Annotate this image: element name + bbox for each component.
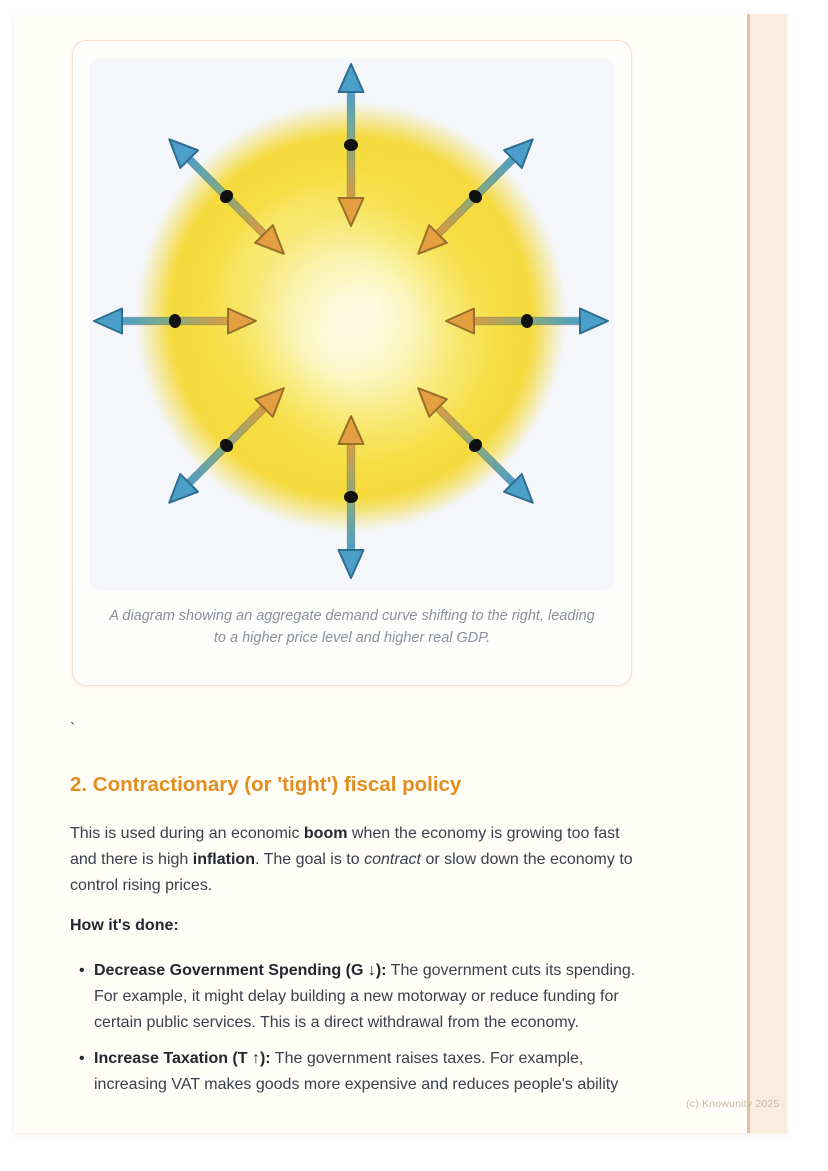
bullet-decrease-spending (79, 958, 636, 1036)
intro-paragraph: This is used during an economic boom when the economy is growing too fast and there is high inflation. The goal is to contract or slow down the economy to control rising prices. (70, 825, 633, 894)
bullet-list (70, 958, 636, 1098)
bullet-marker: • (79, 1050, 85, 1067)
document-content (14, 40, 747, 1159)
section-heading: 2. Contractionary (or 'tight') fiscal policy (70, 773, 462, 796)
bullet-marker: • (79, 962, 85, 979)
bullet-increase-taxation (79, 1046, 636, 1098)
document-panel (14, 14, 787, 1133)
how-done-label: How it's done: (70, 917, 179, 934)
bullet-text: Decrease Government Spending (G ↓): The government cuts its spending. For example, it might delay building a new motorway or reduce funding for certain public services. This is a direct withdrawal from the economy. (94, 962, 636, 1031)
accent-bar (750, 14, 787, 1133)
stray-backtick: ` (70, 721, 76, 738)
watermark: (c) Knowunity 2025 (686, 1098, 780, 1110)
figure-caption: A diagram showing an aggregate demand curve shifting to the right, leading to a higher price level and higher real GDP. (109, 608, 595, 646)
bullet-text: Increase Taxation (T ↑): The government raises taxes. For example, increasing VAT makes goods more expensive and reduces people's ability (94, 1050, 619, 1093)
sun-rays-diagram (89, 59, 614, 590)
figure-card (72, 40, 632, 686)
figure-image (89, 59, 614, 590)
